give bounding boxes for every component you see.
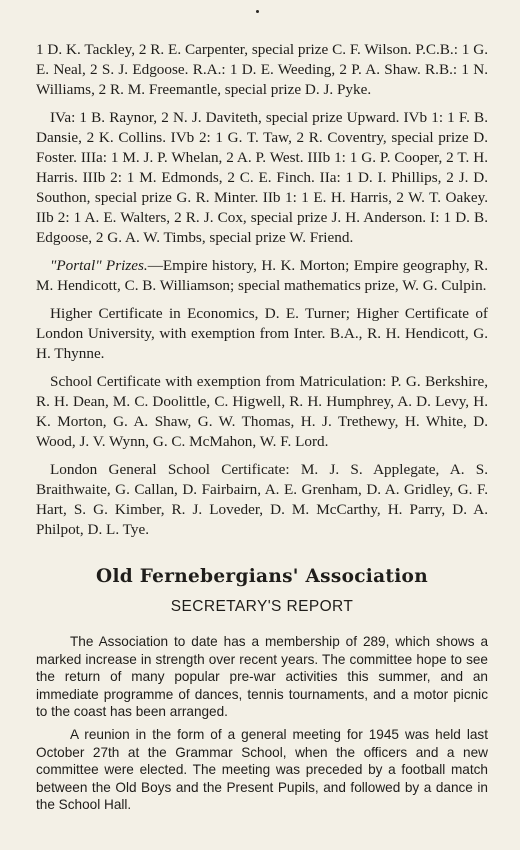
report-subheading: SECRETARY'S REPORT [170, 598, 354, 615]
association-heading: Old Fernebergians' Association [96, 566, 428, 587]
secretary-report [36, 633, 488, 819]
prize-paragraph-lower-forms: IVa: 1 B. Raynor, 2 N. J. Daviteth, special prize Upward. IVb 1: 1 F. B. Dansie, 2 K. Collins. IVb 2: 1 G. T. Taw, 2 R. Coventry, special prize D. Foster. IIIa: 1 M. J. P. Whelan, 2 A. P. West. IIIb 1: 1 G. P. Cooper, 2 T. H. Harris. IIIb 2: 1 M. Edmonds, 2 C. E. Finch. IIa: 1 D. I. Phillips, 2 J. D. Southon, special prize G. R. Minter. IIb 1: 1 E. H. Harris, 2 W. T. Oakey. IIb 2: 1 A. E. Walters, 2 R. J. Cox, special prize J. H. Anderson. I: 1 D. B. Edgoose, 2 G. A. W. Timbs, special prize W. Friend. [36, 109, 488, 246]
prize-list [36, 40, 488, 548]
report-paragraph-membership: The Association to date has a membership of 289, which shows a marked increase in strength over recent years. The committee hope to see the return of many popular pre-war activities this summer, and an immediate programme of dances, tennis tournaments, and a motor picnic to the coast has been arranged. [36, 634, 488, 720]
london-general-certificate-paragraph: London General School Certificate: M. J. S. Applegate, A. S. Braithwaite, G. Callan, D. Fairbairn, A. E. Grenham, D. A. Gridley, G. F. Hart, S. G. Kimber, R. J. Loveder, D. M. McCarthy, H. Parry, D. A. Philpot, D. L. Tye. [36, 461, 488, 538]
print-speck [256, 10, 259, 13]
prize-paragraph-upper-forms: 1 D. K. Tackley, 2 R. E. Carpenter, special prize C. F. Wilson. P.C.B.: 1 G. E. Neal, 2 S. J. Edgoose. R.A.: 1 D. E. Weeding, 2 P. A. Shaw. R.B.: 1 N. Williams, 2 R. M. Freemantle, special prize D. J. Pyke. [36, 41, 488, 98]
portal-prizes-paragraph [36, 256, 488, 296]
report-paragraph-reunion: A reunion in the form of a general meeting for 1945 was held last October 27th at the Grammar School, when the officers and a new committee were elected. The meeting was preceded by a football match between the Old Boys and the Present Pupils, and followed by a dance in the School Hall. [36, 726, 488, 813]
school-certificate-paragraph: School Certificate with exemption from Matriculation: P. G. Berkshire, R. H. Dean, M. C. Doolittle, C. Higwell, R. H. Humphrey, A. D. Levy, H. K. Morton, G. A. Shaw, G. W. Thomas, H. J. Trethewy, H. White, D. Wood, J. V. Wynn, G. C. McMahon, W. F. Lord. [36, 373, 488, 450]
portal-prizes-label: "Portal" Prizes. [50, 257, 148, 274]
higher-certificate-paragraph: Higher Certificate in Economics, D. E. Turner; Higher Certificate of London University, with exemption from Inter. B.A., R. H. Hendicott, G. H. Thynne. [36, 305, 488, 362]
portal-prizes-text: —Empire history, H. K. Morton; Empire geography, R. M. Hendicott, C. B. Williamson; special mathematics prize, W. G. Culpin. [36, 257, 488, 294]
